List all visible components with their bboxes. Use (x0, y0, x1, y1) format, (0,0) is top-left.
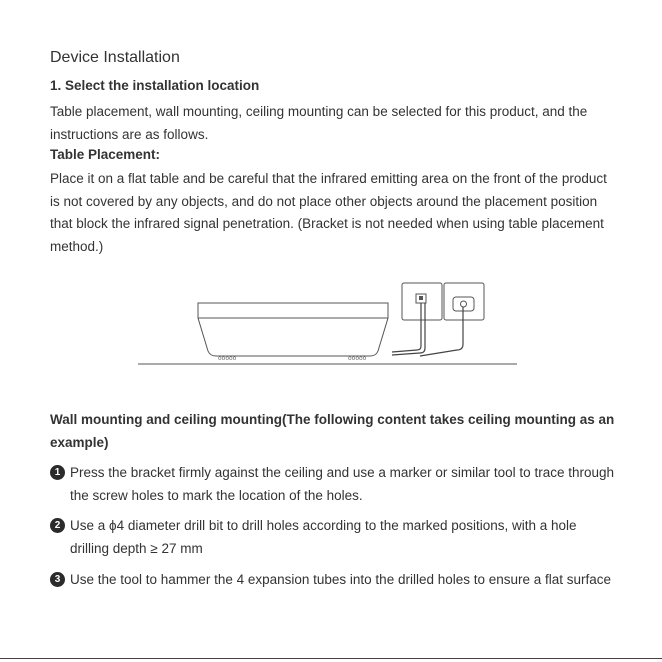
table-placement-label: Table Placement: (50, 147, 161, 162)
page-title: Device Installation (50, 49, 180, 66)
section-heading: 1. Select the installation location (50, 78, 260, 93)
power-socket-icon (444, 283, 484, 320)
page-bottom-divider (0, 658, 662, 659)
ethernet-socket-icon (402, 283, 442, 320)
step-number-badge: 1 (50, 465, 65, 480)
step-number-badge: 2 (50, 518, 65, 533)
intro-paragraph: Table placement, wall mounting, ceiling mounting can be selected for this product, and the instructions are as follows. (50, 104, 588, 142)
step-text: Use a ϕ4 diameter drill bit to drill holes according to the marked positions, with a hole drilling depth ≥ 27 mm (70, 518, 577, 556)
table-placement-paragraph: Place it on a flat table and be careful that the infrared emitting area on the front of the product is not covered by any objects, and do not place other objects around the placement position that block the infrared signal penetration. (Bracket is not needed when using table placement method.) (50, 171, 607, 254)
step-text: Use the tool to hammer the 4 expansion tubes into the drilled holes to ensure a flat surface (70, 572, 612, 587)
device-body (198, 303, 388, 362)
step-number-badge: 3 (50, 572, 65, 587)
step-text: Press the bracket firmly against the ceiling and use a marker or similar tool to trace through the screw holes to mark the location of the holes. (70, 465, 614, 503)
wall-mounting-heading: Wall mounting and ceiling mounting(The following content takes ceiling mounting as an example) (50, 412, 615, 450)
svg-text:ooooo: ooooo (218, 355, 237, 362)
svg-text:ooooo: ooooo (348, 355, 367, 362)
table-placement-illustration (130, 276, 530, 368)
